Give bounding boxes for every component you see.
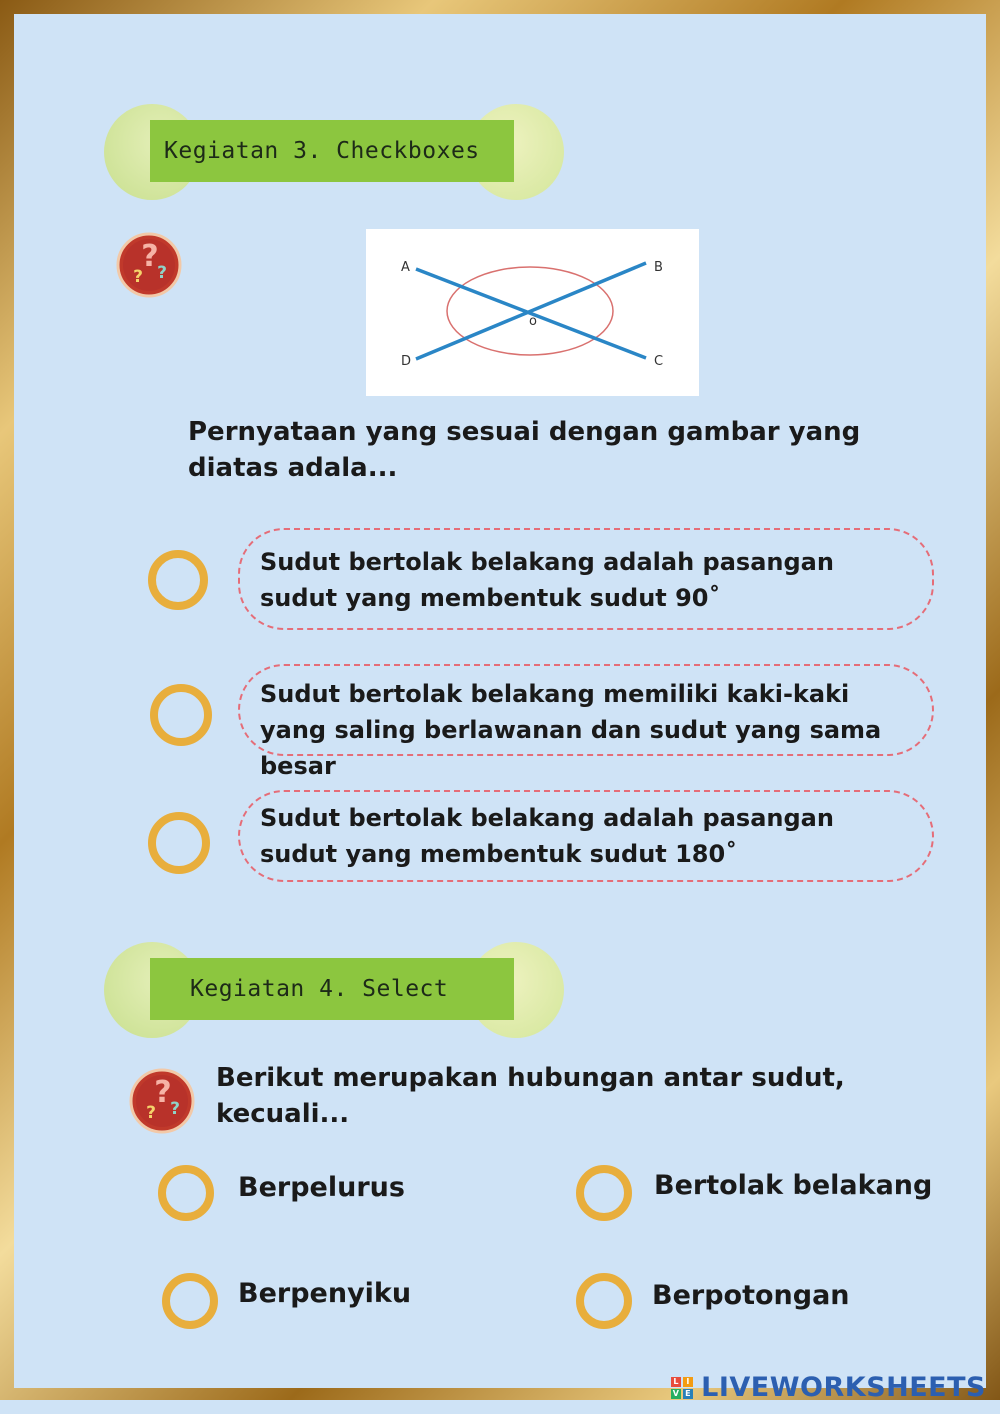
logo-grid-icon — [671, 1377, 693, 1399]
label-d: D — [401, 354, 412, 369]
section4-banner — [104, 942, 564, 1038]
choice-bertolak-belakang-radio[interactable] — [576, 1165, 632, 1221]
section4-question: Berikut merupakan hubungan antar sudut, kecuali... — [216, 1063, 845, 1129]
intersecting-lines-diagram — [366, 229, 699, 396]
section4-title: Kegiatan 4. Select — [190, 976, 449, 1002]
choice-berpotongan-radio[interactable] — [576, 1273, 632, 1329]
choice-berpotongan-label[interactable]: Berpotongan — [652, 1280, 850, 1311]
svg-text:?: ? — [141, 239, 159, 274]
section3-banner — [104, 104, 564, 200]
choice-berpelurus-label[interactable]: Berpelurus — [238, 1172, 405, 1203]
banner-bar — [150, 958, 514, 1020]
logo-letter-v: V — [672, 1388, 680, 1398]
option2-radio[interactable] — [150, 684, 212, 746]
label-o: o — [529, 314, 537, 329]
angle-figure — [366, 229, 699, 396]
svg-text:?: ? — [146, 1103, 156, 1123]
liveworksheets-logo — [671, 1372, 986, 1403]
logo-letter-i: I — [683, 1377, 693, 1387]
section3-title: Kegiatan 3. Checkboxes — [164, 138, 480, 164]
logo-letter-e: E — [683, 1389, 693, 1399]
choice-berpelurus-radio[interactable] — [158, 1165, 214, 1221]
option1-radio[interactable] — [148, 550, 208, 610]
label-c: C — [654, 354, 664, 369]
logo-letter-l: L — [671, 1377, 681, 1387]
logo-text: LIVEWORKSHEETS — [701, 1372, 986, 1403]
choice-berpenyiku-radio[interactable] — [162, 1273, 218, 1329]
question-mark-icon — [129, 1068, 195, 1134]
option3-box[interactable]: Sudut bertolak belakang adalah pasangan sudut yang membentuk sudut 180˚ — [238, 790, 934, 882]
svg-text:?: ? — [170, 1099, 180, 1119]
choice-bertolak-belakang-label[interactable]: Bertolak belakang — [654, 1170, 933, 1201]
section3-question: Pernyataan yang sesuai dengan gambar yang diatas adala... — [188, 417, 861, 483]
choice-berpenyiku-label[interactable]: Berpenyiku — [238, 1278, 412, 1309]
option3-radio[interactable] — [148, 812, 210, 874]
label-b: B — [654, 260, 663, 275]
question-mark-icon — [116, 232, 182, 298]
option1-box[interactable]: Sudut bertolak belakang adalah pasangan sudut yang membentuk sudut 90˚ — [238, 528, 934, 630]
option2-box[interactable]: Sudut bertolak belakang memiliki kaki-kaki yang saling berlawanan dan sudut yang sama besar — [238, 664, 934, 756]
label-a: A — [401, 260, 410, 275]
banner-bar — [150, 120, 514, 182]
svg-text:?: ? — [133, 267, 143, 287]
svg-text:?: ? — [157, 263, 167, 283]
svg-text:?: ? — [154, 1075, 172, 1110]
